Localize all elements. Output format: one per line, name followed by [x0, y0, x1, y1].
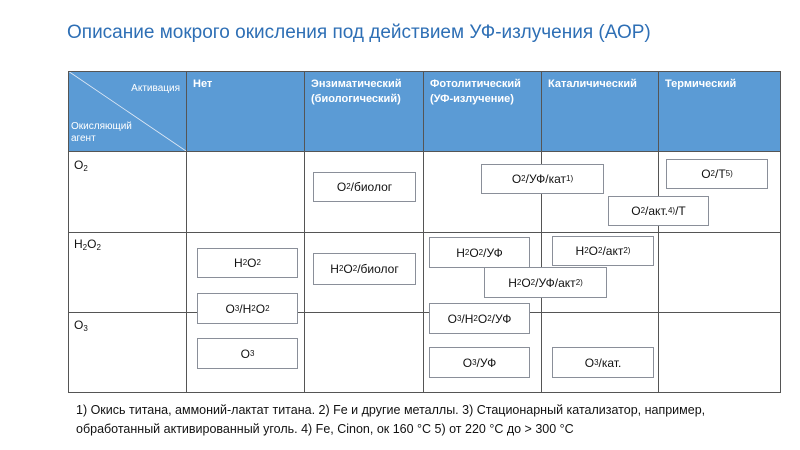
process-box-o3-h2o2: O 3 /H 2 O 2 — [197, 293, 298, 324]
aop-matrix-table — [68, 71, 781, 393]
header-oxidant-label: Окисляющий агент — [71, 121, 132, 144]
process-box-o2-biolog: O 2 /биолог — [313, 172, 416, 202]
row-label-o3: $O_3$ — [74, 318, 88, 333]
process-box-h2o2: H 2 O 2 — [197, 248, 298, 278]
process-box-h2o2-akt: H 2 O 2 /акт 2) — [552, 236, 654, 266]
header-col-catalytic-label: Каталичический — [548, 78, 637, 90]
header-col-none-label: Нет — [193, 78, 213, 90]
process-box-o2-uv-cat: O 2 /УФ/кат 1) — [481, 164, 604, 194]
header-activation-label: Активация — [131, 83, 180, 94]
process-box-o3-h2o2-uv: O 3 /H 2 O 2 /УФ — [429, 303, 530, 334]
table-border — [68, 71, 781, 393]
row-label-h2o2: $H_2O_2$ — [74, 237, 101, 252]
process-box-o3: O 3 — [197, 338, 298, 369]
process-box-h2o2-uv-akt: H 2 O 2 /УФ/акт 2) — [484, 267, 607, 298]
process-box-h2o2-uv: H 2 O 2 /УФ — [429, 237, 530, 268]
process-box-o3-uv: O 3 /УФ — [429, 347, 530, 378]
header-col-thermal-label: Термический — [665, 78, 737, 90]
header-col-photolytic-label: Фотолитический (УФ-излучение) — [430, 78, 521, 105]
process-box-o3-cat: O 3 /кат. — [552, 347, 654, 378]
footnote: 1) Окись титана, аммоний-лактат титана. 2) Fe и другие металлы. 3) Стационарный катализатор, например, обработанный активированный уголь. 4) Fe, Cinon, ок 160 °C 5) от 220 °C до > 300 °C — [76, 403, 706, 436]
process-box-o2-t: O 2 /T 5) — [666, 159, 768, 189]
row-label-o2: $O_2$ — [74, 158, 88, 173]
process-box-o2-akt-t: O 2 /акт. 4) /T — [608, 196, 709, 226]
process-box-h2o2-biolog: H 2 O 2 /биолог — [313, 253, 416, 285]
slide-title: Описание мокрого окисления под действием УФ-излучения (АОР) — [67, 22, 651, 43]
header-col-enzymatic-label: Энзиматический (биологический) — [311, 78, 402, 105]
